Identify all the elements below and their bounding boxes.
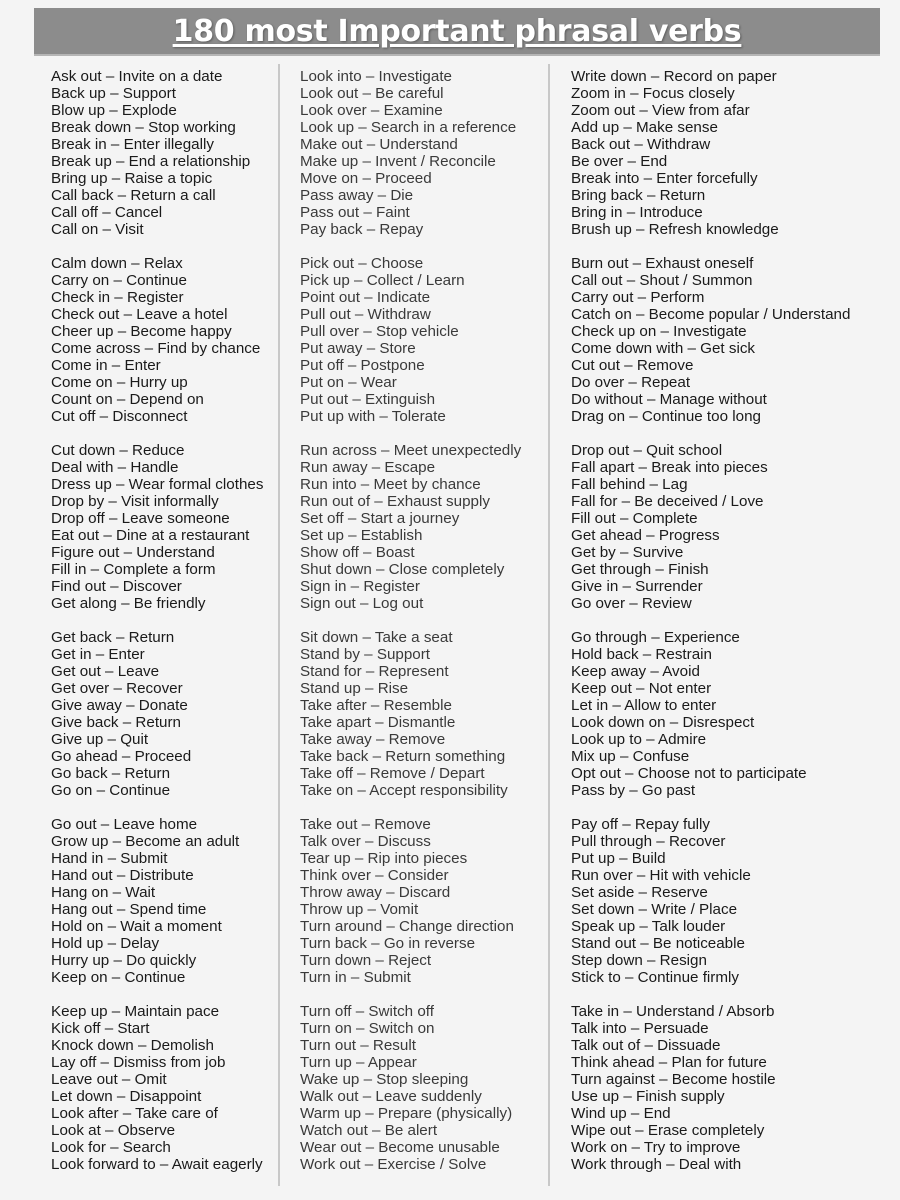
phrasal-verb-entry: Put on – Wear — [300, 374, 397, 391]
phrasal-verb-entry: Look up to – Admire — [571, 731, 707, 748]
phrasal-verb-entry: Go back – Return — [51, 765, 171, 782]
column-1 — [51, 62, 276, 1190]
column-3 — [571, 62, 871, 1190]
phrasal-verb-entry: Speak up – Talk louder — [571, 918, 726, 935]
phrasal-verb-entry: Carry out – Perform — [571, 289, 705, 306]
phrasal-verb-entry: Back up – Support — [51, 85, 176, 102]
phrasal-verb-entry: Look over – Examine — [300, 102, 443, 119]
phrasal-verb-entry: Catch on – Become popular / Understand — [571, 306, 851, 323]
phrasal-verb-entry: Turn up – Appear — [300, 1054, 417, 1071]
phrasal-verb-entry: Think ahead – Plan for future — [571, 1054, 767, 1071]
phrasal-verb-entry: Drag on – Continue too long — [571, 408, 761, 425]
phrasal-verb-entry: Zoom out – View from afar — [571, 102, 750, 119]
phrasal-verb-entry: Hang out – Spend time — [51, 901, 207, 918]
phrasal-verb-entry: Wipe out – Erase completely — [571, 1122, 765, 1139]
phrasal-verb-entry: Hand out – Distribute — [51, 867, 194, 884]
phrasal-verb-entry: Carry on – Continue — [51, 272, 187, 289]
phrasal-verb-entry: Turn off – Switch off — [300, 1003, 434, 1020]
phrasal-verb-entry: Make out – Understand — [300, 136, 458, 153]
page-title: 180 most Important phrasal verbs — [172, 13, 742, 49]
verb-group — [300, 255, 545, 425]
phrasal-verb-entry: Let in – Allow to enter — [571, 697, 717, 714]
phrasal-verb-entry: Go ahead – Proceed — [51, 748, 192, 765]
phrasal-verb-entry: Grow up – Become an adult — [51, 833, 240, 850]
phrasal-verb-entry: Run over – Hit with vehicle — [571, 867, 751, 884]
title-banner — [34, 8, 880, 56]
phrasal-verb-entry: Hold up – Delay — [51, 935, 160, 952]
phrasal-verb-entry: Talk out of – Dissuade — [571, 1037, 721, 1054]
phrasal-verb-entry: Get along – Be friendly — [51, 595, 206, 612]
phrasal-verb-entry: Make up – Invent / Reconcile — [300, 153, 496, 170]
phrasal-verb-entry: Fill in – Complete a form — [51, 561, 216, 578]
phrasal-verb-entry: Take in – Understand / Absorb — [571, 1003, 775, 1020]
phrasal-verb-entry: Give up – Quit — [51, 731, 149, 748]
phrasal-verb-entry: Come down with – Get sick — [571, 340, 756, 357]
phrasal-verb-entry: Move on – Proceed — [300, 170, 432, 187]
phrasal-verb-entry: Get in – Enter — [51, 646, 145, 663]
phrasal-verb-entry: Point out – Indicate — [300, 289, 431, 306]
phrasal-verb-entry: Come across – Find by chance — [51, 340, 261, 357]
phrasal-verb-entry: Keep away – Avoid — [571, 663, 700, 680]
phrasal-verb-entry: Think over – Consider — [300, 867, 449, 884]
phrasal-verb-entry: Drop off – Leave someone — [51, 510, 230, 527]
phrasal-verb-entry: Leave out – Omit — [51, 1071, 167, 1088]
phrasal-verb-entry: Stick to – Continue firmly — [571, 969, 739, 986]
verb-group — [300, 442, 545, 612]
phrasal-verb-entry: Pass away – Die — [300, 187, 414, 204]
phrasal-verb-entry: Sign out – Log out — [300, 595, 424, 612]
phrasal-verb-entry: Put away – Store — [300, 340, 416, 357]
phrasal-verb-entry: Give away – Donate — [51, 697, 188, 714]
phrasal-verb-entry: Pass by – Go past — [571, 782, 696, 799]
phrasal-verb-entry: Break into – Enter forcefully — [571, 170, 758, 187]
verb-group — [300, 816, 545, 986]
phrasal-verb-entry: Turn back – Go in reverse — [300, 935, 476, 952]
phrasal-verb-entry: Calm down – Relax — [51, 255, 183, 272]
phrasal-verb-entry: Warm up – Prepare (physically) — [300, 1105, 513, 1122]
verb-group — [571, 442, 871, 612]
phrasal-verb-entry: Walk out – Leave suddenly — [300, 1088, 482, 1105]
phrasal-verb-entry: Call off – Cancel — [51, 204, 163, 221]
phrasal-verb-columns — [0, 62, 900, 1192]
phrasal-verb-entry: Set aside – Reserve — [571, 884, 708, 901]
phrasal-verb-entry: Get through – Finish — [571, 561, 709, 578]
phrasal-verb-entry: Bring up – Raise a topic — [51, 170, 213, 187]
phrasal-verb-entry: Take on – Accept responsibility — [300, 782, 508, 799]
phrasal-verb-entry: Find out – Discover — [51, 578, 182, 595]
phrasal-verb-entry: Cut out – Remove — [571, 357, 694, 374]
phrasal-verb-entry: Call out – Shout / Summon — [571, 272, 753, 289]
verb-group — [300, 629, 545, 799]
phrasal-verb-entry: Work on – Try to improve — [571, 1139, 741, 1156]
phrasal-verb-entry: Stand out – Be noticeable — [571, 935, 745, 952]
column-divider — [278, 64, 280, 1186]
phrasal-verb-entry: Come in – Enter — [51, 357, 161, 374]
column-divider — [548, 64, 550, 1186]
phrasal-verb-entry: Step down – Resign — [571, 952, 707, 969]
phrasal-verb-entry: Check out – Leave a hotel — [51, 306, 228, 323]
phrasal-verb-entry: Throw up – Vomit — [300, 901, 419, 918]
phrasal-verb-entry: Give in – Surrender — [571, 578, 703, 595]
phrasal-verb-entry: Pull through – Recover — [571, 833, 726, 850]
verb-group — [571, 816, 871, 986]
phrasal-verb-entry: Put up – Build — [571, 850, 666, 867]
phrasal-verb-entry: Keep out – Not enter — [571, 680, 712, 697]
phrasal-verb-entry: Take back – Return something — [300, 748, 506, 765]
phrasal-verb-entry: Figure out – Understand — [51, 544, 215, 561]
phrasal-verb-entry: Check in – Register — [51, 289, 184, 306]
verb-group — [571, 1003, 871, 1173]
phrasal-verb-entry: Hold on – Wait a moment — [51, 918, 222, 935]
phrasal-verb-entry: Take apart – Dismantle — [300, 714, 456, 731]
phrasal-verb-entry: Take off – Remove / Depart — [300, 765, 485, 782]
phrasal-verb-entry: Pull over – Stop vehicle — [300, 323, 459, 340]
phrasal-verb-entry: Back out – Withdraw — [571, 136, 711, 153]
phrasal-verb-entry: Call on – Visit — [51, 221, 144, 238]
phrasal-verb-entry: Set up – Establish — [300, 527, 423, 544]
phrasal-verb-entry: Keep on – Continue — [51, 969, 186, 986]
phrasal-verb-entry: Do over – Repeat — [571, 374, 691, 391]
phrasal-verb-entry: Do without – Manage without — [571, 391, 767, 408]
phrasal-verb-entry: Take out – Remove — [300, 816, 431, 833]
phrasal-verb-entry: Wind up – End — [571, 1105, 671, 1122]
phrasal-verb-entry: Pull out – Withdraw — [300, 306, 431, 323]
phrasal-verb-entry: Take away – Remove — [300, 731, 446, 748]
phrasal-verb-entry: Fill out – Complete — [571, 510, 698, 527]
phrasal-verb-entry: Work out – Exercise / Solve — [300, 1156, 487, 1173]
phrasal-verb-entry: Shut down – Close completely — [300, 561, 505, 578]
phrasal-verb-entry: Break down – Stop working — [51, 119, 236, 136]
phrasal-verb-entry: Hand in – Submit — [51, 850, 168, 867]
phrasal-verb-entry: Knock down – Demolish — [51, 1037, 214, 1054]
phrasal-verb-entry: Run away – Escape — [300, 459, 436, 476]
phrasal-verb-entry: Break in – Enter illegally — [51, 136, 214, 153]
phrasal-verb-entry: Let down – Disappoint — [51, 1088, 202, 1105]
phrasal-verb-entry: Turn down – Reject — [300, 952, 432, 969]
phrasal-verb-entry: Call back – Return a call — [51, 187, 216, 204]
phrasal-verb-entry: Be over – End — [571, 153, 668, 170]
phrasal-verb-entry: Put off – Postpone — [300, 357, 425, 374]
phrasal-verb-entry: Look forward to – Await eagerly — [51, 1156, 263, 1173]
phrasal-verb-entry: Turn around – Change direction — [300, 918, 514, 935]
phrasal-verb-entry: Talk into – Persuade — [571, 1020, 709, 1037]
phrasal-verb-entry: Get over – Recover — [51, 680, 183, 697]
phrasal-verb-entry: Look at – Observe — [51, 1122, 176, 1139]
phrasal-verb-entry: Look for – Search — [51, 1139, 171, 1156]
phrasal-verb-entry: Talk over – Discuss — [300, 833, 431, 850]
phrasal-verb-entry: Pass out – Faint — [300, 204, 410, 221]
phrasal-verb-entry: Run into – Meet by chance — [300, 476, 481, 493]
phrasal-verb-entry: Dress up – Wear formal clothes — [51, 476, 264, 493]
verb-group — [51, 442, 276, 612]
phrasal-verb-entry: Bring back – Return — [571, 187, 706, 204]
phrasal-verb-entry: Hurry up – Do quickly — [51, 952, 197, 969]
phrasal-verb-entry: Cut down – Reduce — [51, 442, 185, 459]
verb-group — [51, 68, 276, 238]
phrasal-verb-entry: Mix up – Confuse — [571, 748, 690, 765]
phrasal-verb-entry: Come on – Hurry up — [51, 374, 188, 391]
phrasal-verb-entry: Go out – Leave home — [51, 816, 198, 833]
phrasal-verb-entry: Opt out – Choose not to participate — [571, 765, 807, 782]
phrasal-verb-entry: Run across – Meet unexpectedly — [300, 442, 522, 459]
phrasal-verb-entry: Throw away – Discard — [300, 884, 451, 901]
phrasal-verb-entry: Fall for – Be deceived / Love — [571, 493, 764, 510]
phrasal-verb-entry: Pay off – Repay fully — [571, 816, 711, 833]
verb-group — [51, 255, 276, 425]
phrasal-verb-entry: Sign in – Register — [300, 578, 420, 595]
phrasal-verb-entry: Go through – Experience — [571, 629, 740, 646]
phrasal-verb-entry: Stand by – Support — [300, 646, 431, 663]
phrasal-verb-entry: Tear up – Rip into pieces — [300, 850, 468, 867]
phrasal-verb-entry: Turn in – Submit — [300, 969, 411, 986]
phrasal-verb-entry: Fall behind – Lag — [571, 476, 688, 493]
phrasal-verb-entry: Pay back – Repay — [300, 221, 424, 238]
phrasal-verb-entry: Write down – Record on paper — [571, 68, 777, 85]
verb-group — [571, 255, 871, 425]
verb-group — [300, 68, 545, 238]
phrasal-verb-entry: Set off – Start a journey — [300, 510, 460, 527]
phrasal-verb-entry: Check up on – Investigate — [571, 323, 747, 340]
phrasal-verb-entry: Get ahead – Progress — [571, 527, 720, 544]
phrasal-verb-entry: Break up – End a relationship — [51, 153, 251, 170]
phrasal-verb-entry: Get by – Survive — [571, 544, 684, 561]
phrasal-verb-entry: Lay off – Dismiss from job — [51, 1054, 226, 1071]
phrasal-verb-entry: Zoom in – Focus closely — [571, 85, 735, 102]
phrasal-verb-entry: Keep up – Maintain pace — [51, 1003, 220, 1020]
phrasal-verb-entry: Give back – Return — [51, 714, 181, 731]
verb-group — [51, 816, 276, 986]
phrasal-verb-entry: Go on – Continue — [51, 782, 171, 799]
phrasal-verb-entry: Look into – Investigate — [300, 68, 452, 85]
phrasal-verb-entry: Get back – Return — [51, 629, 175, 646]
phrasal-verb-entry: Cheer up – Become happy — [51, 323, 232, 340]
phrasal-verb-entry: Pick up – Collect / Learn — [300, 272, 465, 289]
phrasal-verb-entry: Pick out – Choose — [300, 255, 424, 272]
phrasal-verb-entry: Burn out – Exhaust oneself — [571, 255, 754, 272]
phrasal-verb-entry: Work through – Deal with — [571, 1156, 742, 1173]
phrasal-verb-entry: Look down on – Disrespect — [571, 714, 755, 731]
phrasal-verb-entry: Drop by – Visit informally — [51, 493, 219, 510]
phrasal-verb-entry: Turn on – Switch on — [300, 1020, 435, 1037]
verb-group — [51, 629, 276, 799]
phrasal-verb-entry: Hold back – Restrain — [571, 646, 712, 663]
phrasal-verb-entry: Watch out – Be alert — [300, 1122, 438, 1139]
phrasal-verb-entry: Put out – Extinguish — [300, 391, 436, 408]
phrasal-verb-entry: Fall apart – Break into pieces — [571, 459, 768, 476]
phrasal-verb-entry: Cut off – Disconnect — [51, 408, 188, 425]
phrasal-verb-entry: Bring in – Introduce — [571, 204, 703, 221]
phrasal-verb-entry: Show off – Boast — [300, 544, 415, 561]
phrasal-verb-entry: Sit down – Take a seat — [300, 629, 453, 646]
phrasal-verb-entry: Use up – Finish supply — [571, 1088, 725, 1105]
verb-group — [571, 629, 871, 799]
phrasal-verb-entry: Hang on – Wait — [51, 884, 156, 901]
phrasal-verb-entry: Turn out – Result — [300, 1037, 416, 1054]
phrasal-verb-entry: Look after – Take care of — [51, 1105, 218, 1122]
phrasal-verb-entry: Get out – Leave — [51, 663, 160, 680]
verb-group — [300, 1003, 545, 1173]
phrasal-verb-entry: Drop out – Quit school — [571, 442, 723, 459]
phrasal-verb-entry: Put up with – Tolerate — [300, 408, 446, 425]
verb-group — [571, 68, 871, 238]
phrasal-verb-entry: Set down – Write / Place — [571, 901, 738, 918]
phrasal-verb-entry: Add up – Make sense — [571, 119, 718, 136]
phrasal-verb-entry: Wake up – Stop sleeping — [300, 1071, 469, 1088]
phrasal-verb-entry: Eat out – Dine at a restaurant — [51, 527, 250, 544]
phrasal-verb-entry: Kick off – Start — [51, 1020, 150, 1037]
phrasal-verb-entry: Run out of – Exhaust supply — [300, 493, 490, 510]
phrasal-verb-entry: Blow up – Explode — [51, 102, 177, 119]
column-2 — [300, 62, 545, 1190]
phrasal-verb-entry: Go over – Review — [571, 595, 692, 612]
phrasal-verb-entry: Stand up – Rise — [300, 680, 409, 697]
phrasal-verb-entry: Look out – Be careful — [300, 85, 444, 102]
phrasal-verb-entry: Turn against – Become hostile — [571, 1071, 776, 1088]
phrasal-verb-entry: Ask out – Invite on a date — [51, 68, 223, 85]
phrasal-verb-entry: Wear out – Become unusable — [300, 1139, 500, 1156]
phrasal-verb-entry: Stand for – Represent — [300, 663, 449, 680]
phrasal-verb-entry: Look up – Search in a reference — [300, 119, 517, 136]
phrasal-verb-entry: Take after – Resemble — [300, 697, 452, 714]
verb-group — [51, 1003, 276, 1173]
phrasal-verb-entry: Count on – Depend on — [51, 391, 204, 408]
phrasal-verb-entry: Brush up – Refresh knowledge — [571, 221, 779, 238]
phrasal-verb-entry: Deal with – Handle — [51, 459, 179, 476]
